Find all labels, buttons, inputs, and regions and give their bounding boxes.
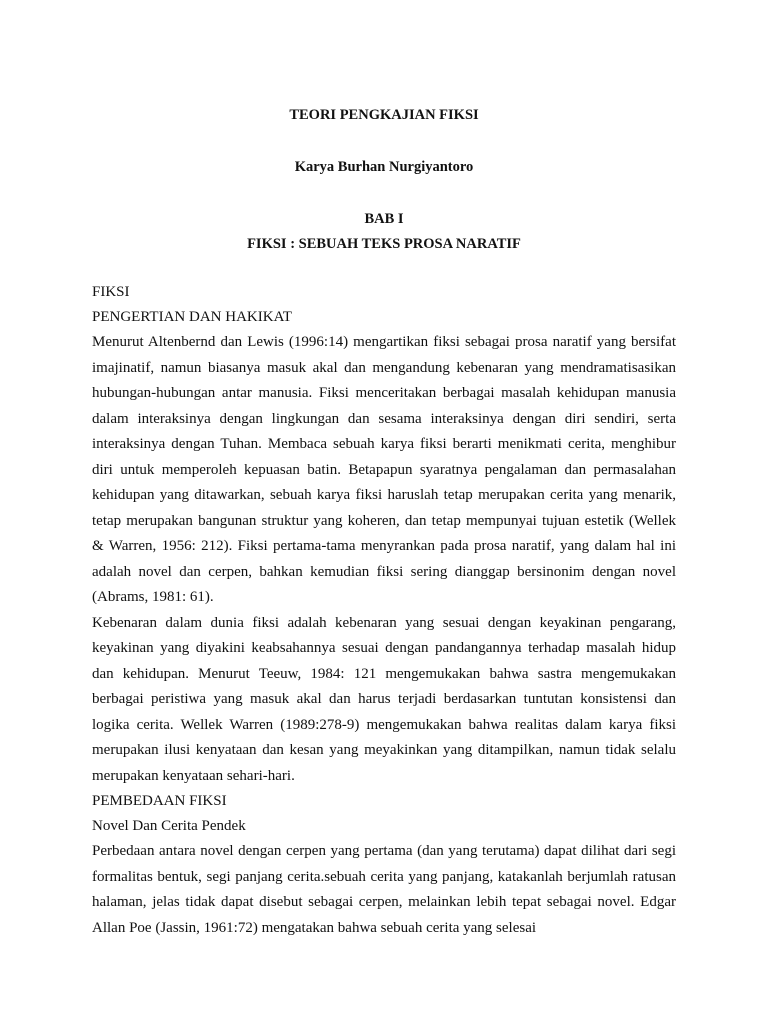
paragraph-truth: Kebenaran dalam dunia fiksi adalah kebenaran yang sesuai dengan keyakinan pengarang, keyakinan yang diyakini keabsahannya sesuai dengan pandangannya terhadap masalah hidup dan kehidupan. Menurut Teeuw, 1984: 121 mengemukakan bahwa sastra mengemukakan berbagai peristiwa yang masuk akal dan harus terjadi berdasarkan tuntutan konsistensi dan logika cerita. Wellek Warren (1989:278-9) mengemukakan bahwa realitas dalam karya fiksi merupakan ilusi kenyataan dan kesan yang meyakinkan yang ditampilkan, namun tidak selalu merupakan kenyataan sehari-hari. [92, 614, 676, 784]
section-heading-pembedaan: PEMBEDAAN FIKSI [92, 793, 227, 809]
chapter-title: FIKSI : SEBUAH TEKS PROSA NARATIF [247, 236, 521, 252]
document-body [92, 106, 676, 941]
document-title: TEORI PENGKAJIAN FIKSI [289, 107, 479, 123]
document-author: Karya Burhan Nurgiyantoro [294, 159, 474, 175]
section-heading-fiksi: FIKSI [92, 284, 130, 300]
subsection-heading-novel: Novel Dan Cerita Pendek [92, 818, 246, 834]
paragraph-novel-short-story: Perbedaan antara novel dengan cerpen yang pertama (dan yang terutama) dapat dilihat dari segi formalitas bentuk, segi panjang cerita.sebuah cerita yang panjang, katakanlah berjumlah ratusan halaman, jelas tidak dapat disebut sebagai cerpen, melainkan lebih tepat sebagai novel. Edgar Allan Poe (Jassin, 1961:72) mengatakan bahwa sebuah cerita yang selesai [92, 843, 676, 936]
chapter-number: BAB I [364, 211, 404, 227]
section-heading-pengertian: PENGERTIAN DAN HAKIKAT [92, 309, 292, 325]
paragraph-definition: Menurut Altenbernd dan Lewis (1996:14) mengartikan fiksi sebagai prosa naratif yang bersifat imajinatif, namun biasanya masuk akal dan mengandung kebenaran yang mendramatisasikan hubungan-hubungan antar manusia. Fiksi menceritakan berbagai masalah kehidupan manusia dalam interaksinya dengan lingkungan dan sesama interaksinya dengan diri sendiri, serta interaksinya dengan Tuhan. Membaca sebuah karya fiksi berarti menikmati cerita, menghibur diri untuk memperoleh kepuasan batin. Betapapun syaratnya pengalaman dan permasalahan kehidupan yang ditawarkan, sebuah karya fiksi haruslah tetap merupakan cerita yang menarik, tetap merupakan bangunan struktur yang koheren, dan tetap mempunyai tujuan estetik (Wellek & Warren, 1956: 212). Fiksi pertama-tama menyrankan pada prosa naratif, yang dalam hal ini adalah novel dan cerpen, bahkan kemudian fiksi sering dianggap bersinonim dengan novel (Abrams, 1981: 61). [92, 334, 676, 605]
